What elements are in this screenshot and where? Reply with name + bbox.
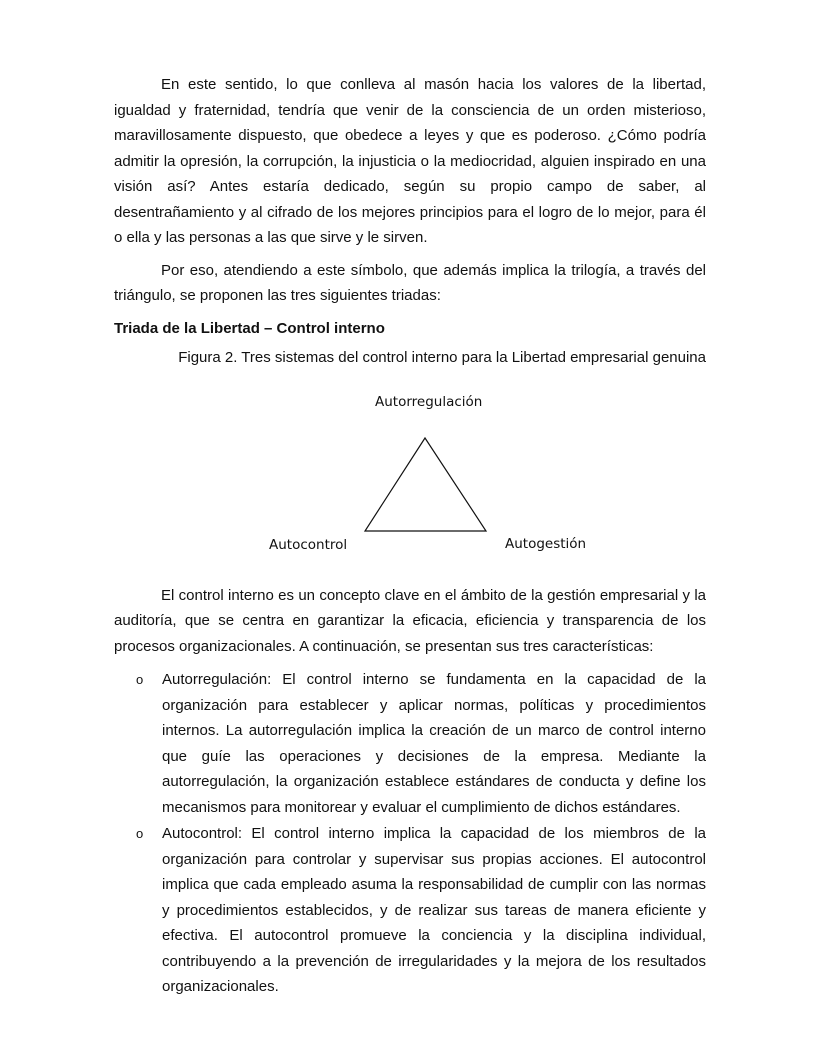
triangle-figure [114,386,706,571]
body-paragraph: El control interno es un concepto clave en el ámbito de la gestión empresarial y la auditoría, que se centra en garantizar la eficacia, eficiencia y transparencia de los procesos organizacionales. A continuación, se presentan sus tres características: [114,586,706,655]
triangle-shape [365,438,486,531]
bullet-list [114,667,706,1000]
list-item [114,667,706,820]
vertex-label-left: Autocontrol [269,536,348,553]
list-item [114,821,706,1000]
triangle-diagram [114,386,706,571]
list-item-text: Autocontrol: El control interno implica la capacidad de los miembros de la organización para controlar y supervisar sus propias acciones. El autocontrol implica que cada empleado asuma la responsabilidad de cumplir con las normas y procedimientos establecidos, y de realizar sus tareas de manera eficiente y efectiva. El autocontrol promueve la conciencia y la disciplina individual, contribuyendo a la prevención de irregularidades y la mejora de los resultados organizacionales. [162,825,706,995]
document-page [114,72,706,1000]
circle-bullet-icon: o [136,826,144,841]
vertex-label-top: Autorregulación [375,393,483,410]
body-paragraph: Por eso, atendiendo a este símbolo, que además implica la trilogía, a través del triángulo, se proponen las tres siguientes triadas: [114,261,706,304]
vertex-label-right: Autogestión [505,535,587,552]
list-item-text: Autorregulación: El control interno se fundamenta en la capacidad de la organización para establecer y aplicar normas, políticas y procedimientos internos. La autorregulación implica la creación de un marco de control interno que guíe las operaciones y decisiones de la empresa. Mediante la autorregulación, la organización establece estándares de conducta y define los mecanismos para monitorear y evaluar el cumplimiento de dichos estándares. [162,671,706,816]
circle-bullet-icon: o [136,672,144,687]
figure-caption: Figura 2. Tres sistemas del control interno para la Libertad empresarial genuina [178,348,706,366]
section-heading: Triada de la Libertad – Control interno [114,319,385,337]
body-paragraph: En este sentido, lo que conlleva al masón hacia los valores de la libertad, igualdad y fraternidad, tendría que venir de la consciencia de un orden misterioso, maravillosamente dispuesto, que obedece a leyes y que es poderoso. ¿Cómo podría admitir la opresión, la corrupción, la injusticia o la mediocridad, alguien inspirado en una visión así? Antes estaría dedicado, según su propio campo de saber, al desentrañamiento y al cifrado de los mejores principios para el logro de lo mejor, para él o ella y las personas a las que sirve y le sirven. [114,76,706,246]
